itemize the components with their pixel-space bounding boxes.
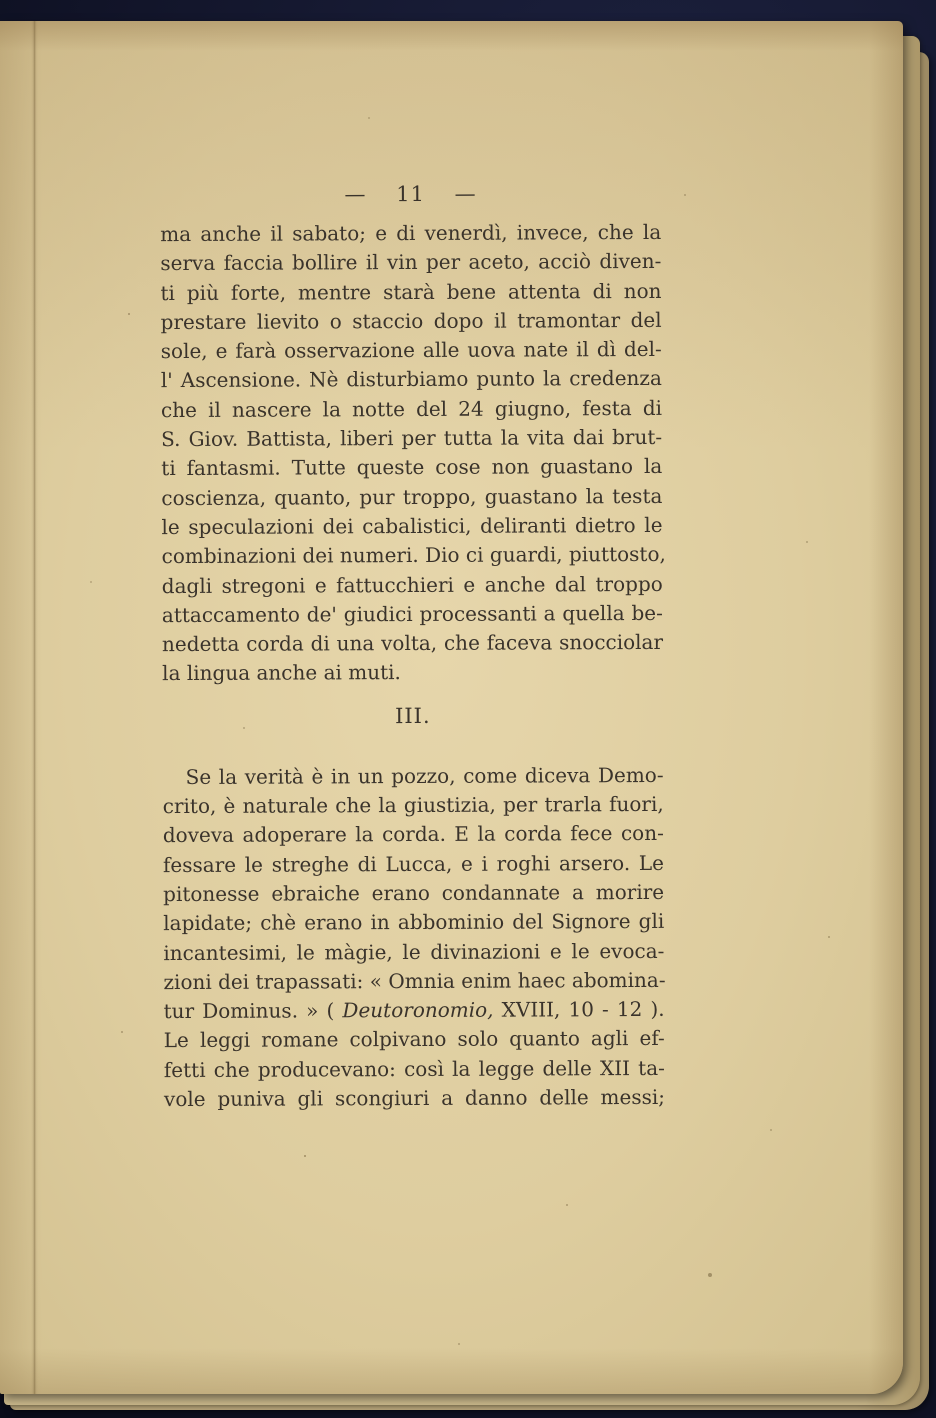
text-line: che il nascere la notte del 24 giugno, festa di (160, 395, 663, 422)
citation-suffix: XVIII, 10 - 12 ). (493, 997, 665, 1022)
text-line: serva faccia bollire il vin per aceto, acciò diven- (160, 249, 662, 276)
paragraph-1 (160, 218, 666, 689)
book-page (0, 21, 903, 1394)
text-line: prestare lievito o staccio dopo il tramontar del (160, 307, 662, 334)
text-line: ti più forte, mentre starà bene attenta di non (160, 278, 662, 305)
text-line: ma anche il sabato; e di venerdì, invece, che la (160, 219, 662, 247)
text-line: crito, è naturale che la giustizia, per trarla fuori, (162, 791, 664, 819)
text-line: fessare le streghe di Lucca, e i roghi arsero. Le (162, 850, 665, 877)
page-text-block (160, 181, 665, 1114)
text-line: doveva adoperare la corda. E la corda fece con- (162, 821, 664, 848)
text-line: S. Giov. Battista, liberi per tutta la vita dai brut- (161, 424, 663, 452)
page-number: — 11 — (344, 181, 477, 207)
text-line: le speculazioni dei cabalistici, deliranti dietro le (161, 512, 663, 540)
text-line: coscienza, quanto, pur troppo, guastano la testa (161, 483, 663, 510)
text-line: pitonesse ebraiche erano condannate a morire (163, 879, 665, 907)
text-line: dagli stregoni e fattucchieri e anche dal troppo (161, 571, 663, 598)
text-line: incantesimi, le màgie, le divinazioni e le evoca- (163, 938, 665, 965)
text-line: zioni dei trapassati: « Omnia enim haec abomina- (163, 967, 666, 994)
text-line: Se la verità è in un pozzo, come diceva Demo- (185, 762, 664, 789)
text-line: combinazioni dei numeri. Dio ci guardi, piuttosto, (161, 542, 666, 569)
text-line: nedetta corda di una volta, che faceva snocciolar (161, 630, 664, 657)
text-line-citation (164, 995, 665, 1026)
text-line: fetti che producevano: così la legge delle XII ta- (163, 1055, 665, 1082)
text-line: attaccamento de' giudici processanti a quella be- (161, 600, 663, 627)
italic-book-title: Deutoronomio, (342, 997, 494, 1023)
text-line: lapidate; chè erano in abbominio del Signore gli (163, 909, 665, 936)
text-line: vole puniva gli scongiuri a danno delle messi; (163, 1084, 666, 1112)
text-line: ti fantasmi. Tutte queste cose non guastano la (161, 454, 663, 481)
text-line: sole, e farà osservazione alle uova nate il dì del- (160, 337, 662, 364)
text-line: la lingua anche ai muti. (162, 660, 401, 686)
section-heading: III. (394, 703, 431, 728)
text-line: Le leggi romane colpivano solo quanto agli ef- (163, 1026, 665, 1053)
citation-prefix: tur Dominus. » ( (163, 998, 343, 1024)
paragraph-2 (163, 761, 666, 1115)
text-line: l' Ascensione. Nè disturbiamo punto la credenza (160, 366, 662, 393)
